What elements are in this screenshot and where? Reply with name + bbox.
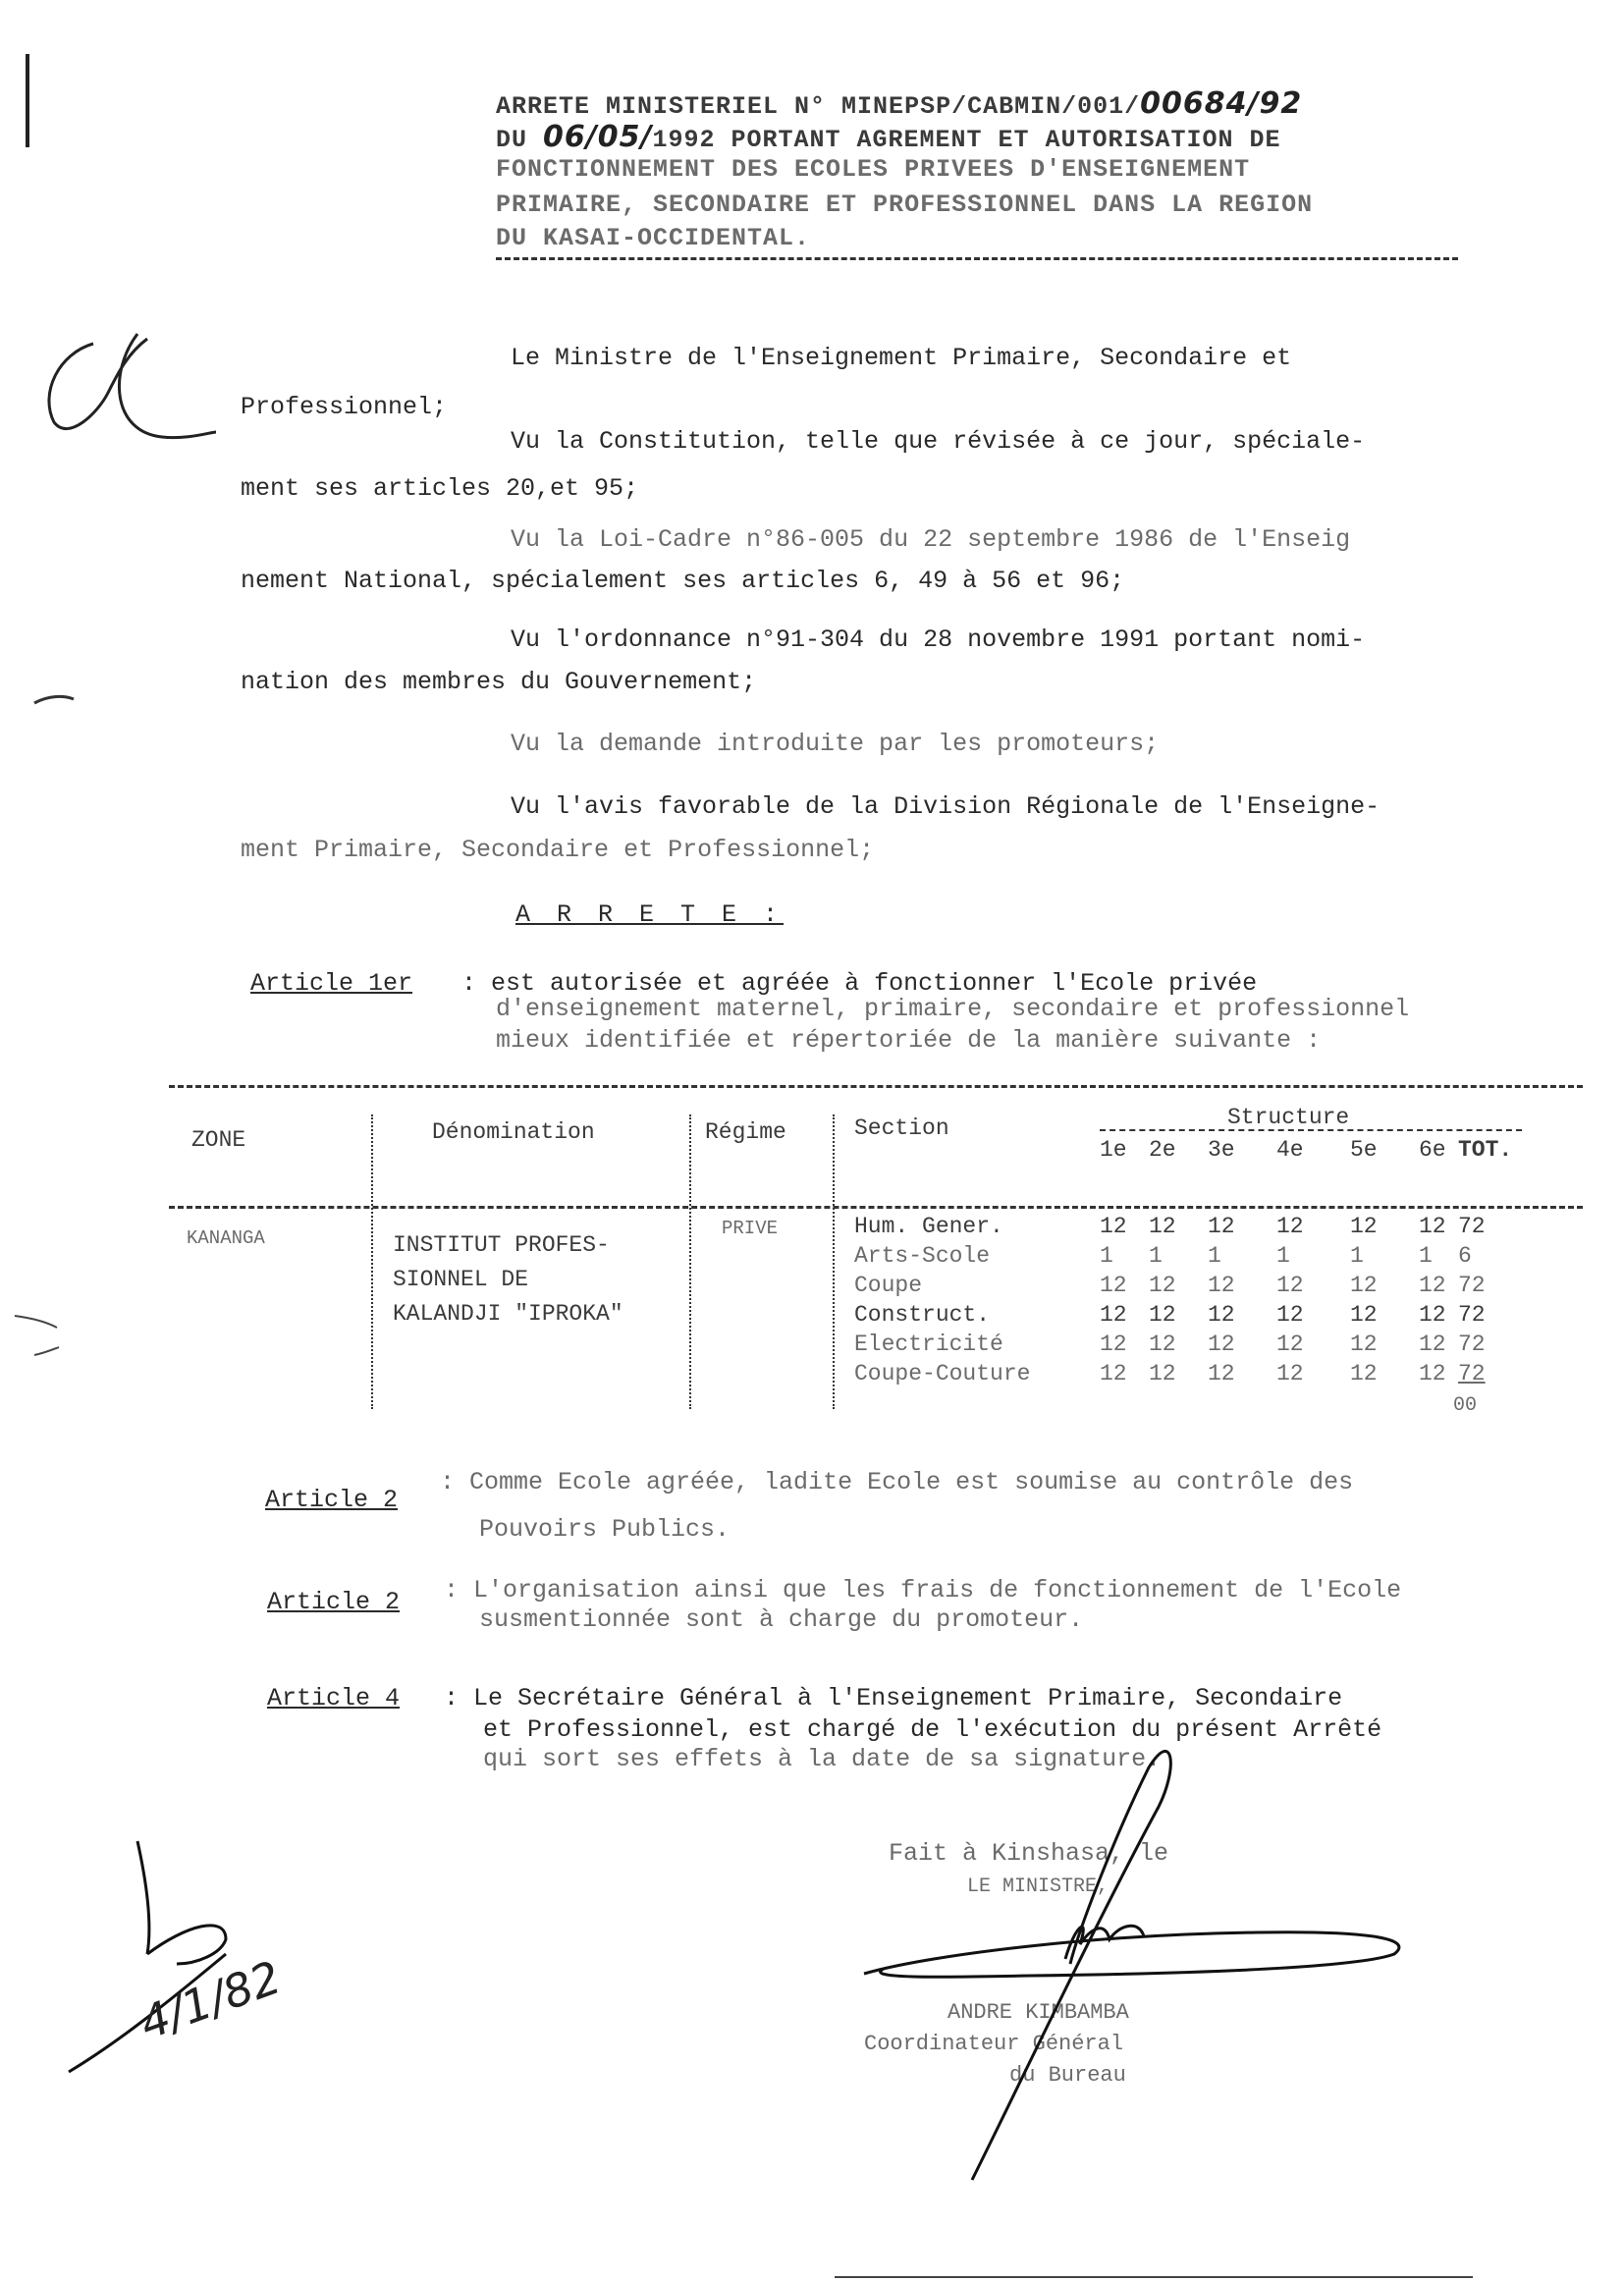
article-3-label: Article 2 [267, 1588, 401, 1616]
header-regime: Régime [705, 1119, 786, 1145]
ordonnance-line-1: Vu l'ordonnance n°91-304 du 28 novembre 1991 portant nomi- [511, 625, 1366, 654]
row-value: 12 [1208, 1361, 1235, 1386]
row-value: 1 [1208, 1243, 1221, 1269]
row-section-name: Electricité [854, 1332, 1003, 1357]
cell-regime: PRIVE [722, 1218, 779, 1239]
row-value: 12 [1419, 1302, 1446, 1328]
row-value: 12 [1350, 1361, 1378, 1386]
row-value: 12 [1350, 1302, 1378, 1328]
row-value: 12 [1350, 1273, 1378, 1298]
signatory-title-2: du Bureau [1009, 2063, 1126, 2088]
article-1-line-2: d'enseignement maternel, primaire, secondaire et professionnel [496, 995, 1410, 1023]
row-section-name: Coupe-Couture [854, 1361, 1031, 1386]
header-line-3: FONCTIONNEMENT DES ECOLES PRIVEES D'ENSEIGNEMENT [496, 155, 1251, 184]
bottom-edge-line [835, 2276, 1473, 2278]
margin-tick-icon [34, 696, 74, 703]
row-value: 12 [1208, 1273, 1235, 1298]
avis-line-2: ment Primaire, Secondaire et Professionnel; [241, 836, 875, 864]
row-total: 6 [1458, 1243, 1472, 1269]
minister-signature [864, 1751, 1399, 2180]
row-value: 12 [1276, 1361, 1304, 1386]
minister-title: LE MINISTRE, [967, 1875, 1110, 1898]
ordonnance-line-2: nation des membres du Gouvernement; [241, 668, 757, 696]
header-line-4: PRIMAIRE, SECONDAIRE ET PROFESSIONNEL DANS LA REGION [496, 190, 1314, 219]
fait-a-line: Fait à Kinshasa, le [889, 1839, 1169, 1868]
row-value: 12 [1276, 1302, 1304, 1328]
handwritten-margin-date: 4/1/82 [133, 1950, 288, 2050]
col-6e: 6e [1419, 1137, 1446, 1163]
row-value: 12 [1100, 1332, 1127, 1357]
row-value: 12 [1208, 1302, 1235, 1328]
row-value: 12 [1100, 1361, 1127, 1386]
row-value: 12 [1149, 1361, 1176, 1386]
initial-mark [49, 334, 216, 438]
article-2-label: Article 2 [265, 1486, 399, 1514]
cell-denomination-1: INSTITUT PROFES- [393, 1232, 610, 1258]
header-line-5: DU KASAI-OCCIDENTAL. [496, 224, 811, 252]
header-structure: Structure [1227, 1105, 1350, 1130]
demande-line: Vu la demande introduite par les promoteurs; [511, 730, 1160, 758]
row-value: 12 [1276, 1214, 1304, 1239]
col-total: TOT. [1458, 1137, 1513, 1163]
row-value: 12 [1350, 1214, 1378, 1239]
article-1-label: Article 1er [250, 969, 413, 998]
row-value: 12 [1419, 1214, 1446, 1239]
cell-denomination-3: KALANDJI "IPROKA" [393, 1301, 623, 1327]
row-total: 72 [1458, 1302, 1486, 1328]
row-value: 12 [1149, 1332, 1176, 1357]
row-total: 72 [1458, 1332, 1486, 1357]
margin-scratch-icon [15, 1316, 59, 1355]
header-denomination: Dénomination [432, 1119, 595, 1145]
article-1-line-3: mieux identifiée et répertoriée de la manière suivante : [496, 1026, 1322, 1055]
article-3-line-2: susmentionnée sont à charge du promoteur. [479, 1605, 1084, 1634]
signatory-title-1: Coordinateur Général [864, 2032, 1124, 2056]
col-3e: 3e [1208, 1137, 1235, 1163]
row-value: 12 [1350, 1332, 1378, 1357]
row-value: 12 [1149, 1302, 1176, 1328]
row-section-name: Arts-Scole [854, 1243, 991, 1269]
row-value: 1 [1350, 1243, 1364, 1269]
col-5e: 5e [1350, 1137, 1378, 1163]
row-section-name: Coupe [854, 1273, 923, 1298]
row-value: 1 [1419, 1243, 1433, 1269]
row-value: 1 [1149, 1243, 1163, 1269]
constitution-line-2: ment ses articles 20,et 95; [241, 474, 639, 503]
cell-denomination-2: SIONNEL DE [393, 1267, 529, 1292]
row-value: 12 [1100, 1273, 1127, 1298]
avis-line-1: Vu l'avis favorable de la Division Régionale de l'Enseigne- [511, 792, 1380, 821]
header-section: Section [854, 1115, 949, 1141]
row-total: 72 [1458, 1214, 1486, 1239]
col-1e: 1e [1100, 1137, 1127, 1163]
row-section-name: Construct. [854, 1302, 991, 1328]
row-value: 12 [1100, 1302, 1127, 1328]
article-4-line-3: qui sort ses effets à la date de sa signature. [483, 1745, 1162, 1773]
loi-cadre-line-1: Vu la Loi-Cadre n°86-005 du 22 septembre 1986 de l'Enseig [511, 525, 1351, 554]
row-value: 12 [1208, 1214, 1235, 1239]
arrete-heading: A R R E T E : [515, 900, 785, 929]
article-3-line-1: : L'organisation ainsi que les frais de fonctionnement de l'Ecole [444, 1576, 1402, 1604]
row-value: 12 [1419, 1273, 1446, 1298]
header-title-rest: 1992 PORTANT AGREMENT ET AUTORISATION DE [652, 126, 1281, 154]
cell-zone: KANANGA [187, 1227, 265, 1249]
row-total: 72 [1458, 1361, 1486, 1386]
header-zone: ZONE [191, 1127, 246, 1153]
row-value: 12 [1419, 1332, 1446, 1357]
row-value: 12 [1100, 1214, 1127, 1239]
row-value: 12 [1149, 1273, 1176, 1298]
row-value: 12 [1149, 1214, 1176, 1239]
row-value: 12 [1419, 1361, 1446, 1386]
article-4-line-1: : Le Secrétaire Général à l'Enseignement Primaire, Secondaire [444, 1684, 1343, 1712]
article-4-label: Article 4 [267, 1684, 401, 1712]
article-1-line-1: : est autorisée et agréée à fonctionner l'Ecole privée [461, 969, 1258, 998]
row-value: 12 [1208, 1332, 1235, 1357]
handwritten-date: 06/05/ [543, 120, 653, 154]
article-2-line-2: Pouvoirs Publics. [479, 1515, 731, 1544]
loi-cadre-line-2: nement National, spécialement ses articles 6, 49 à 56 et 96; [241, 567, 1125, 595]
minister-line-2: Professionnel; [241, 393, 448, 421]
row-value: 12 [1276, 1332, 1304, 1357]
col-2e: 2e [1149, 1137, 1176, 1163]
header-ref-prefix: ARRETE MINISTERIEL N° MINEPSP/CABMIN/001/ [496, 92, 1141, 121]
article-2-line-1: : Comme Ecole agréée, ladite Ecole est soumise au contrôle des [440, 1468, 1354, 1496]
article-4-line-2: et Professionnel, est chargé de l'exécution du présent Arrêté [483, 1715, 1382, 1744]
header-date-prefix: DU [496, 126, 528, 154]
grand-total: 00 [1453, 1394, 1478, 1417]
handwritten-ref-suffix: 4/92 [1225, 86, 1303, 121]
minister-line-1: Le Ministre de l'Enseignement Primaire, Secondaire et [511, 344, 1292, 372]
row-value: 1 [1100, 1243, 1113, 1269]
row-total: 72 [1458, 1273, 1486, 1298]
row-section-name: Hum. Gener. [854, 1214, 1003, 1239]
constitution-line-1: Vu la Constitution, telle que révisée à ce jour, spéciale- [511, 427, 1366, 456]
signatory-name: ANDRE KIMBAMBA [947, 2000, 1129, 2025]
row-value: 1 [1276, 1243, 1290, 1269]
handwritten-ref-number: 0068 [1140, 86, 1226, 121]
row-value: 12 [1276, 1273, 1304, 1298]
col-4e: 4e [1276, 1137, 1304, 1163]
